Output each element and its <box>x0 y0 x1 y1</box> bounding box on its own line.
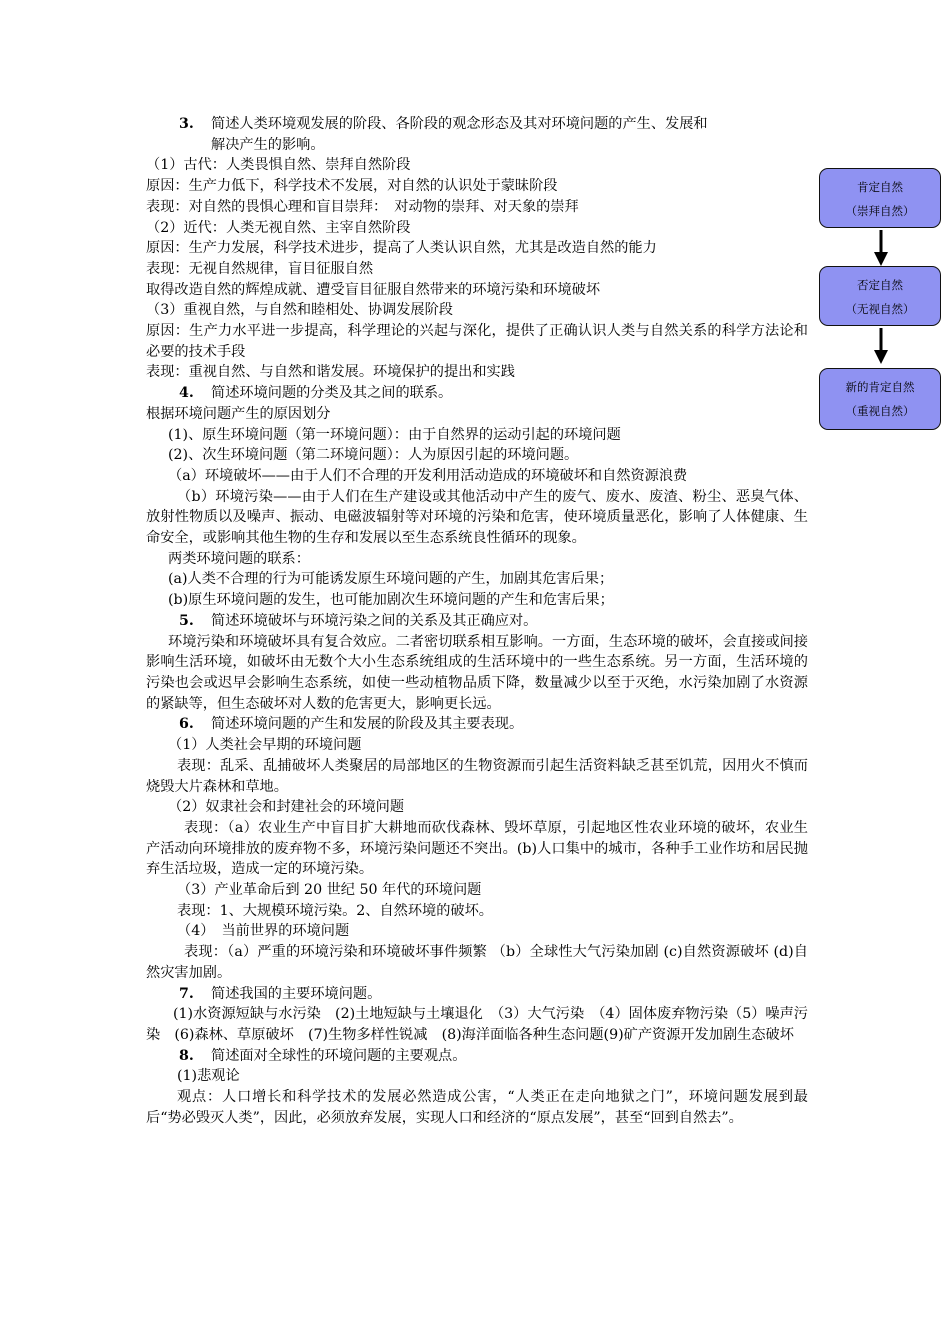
paragraph: 表现：无视自然规律，盲目征服自然 <box>146 260 374 277</box>
paragraph: 表现：1、大规模环境污染。2、自然环境的破坏。 <box>177 902 493 919</box>
paragraph: 原因：生产力水平进一步提高，科学理论的兴起与深化，提供了正确认识人类与自然关系的科学方法论和必要的技术手段 <box>146 323 808 360</box>
paragraph: （2）近代：人类无视自然、主宰自然阶段 <box>146 219 411 236</box>
paragraph: 表现：对自然的畏惧心理和盲目崇拜： 对动物的崇拜、对天象的崇拜 <box>146 198 579 215</box>
paragraph: (1)悲观论 <box>177 1068 240 1085</box>
flowchart-box-subtitle: （重视自然） <box>845 404 915 418</box>
question-continuation: 解决产生的影响。 <box>211 136 325 153</box>
paragraph: （a）环境破坏——由于人们不合理的开发利用活动造成的环境破坏和自然资源浪费 <box>168 467 688 484</box>
paragraph: （3）重视自然，与自然和睦相处、协调发展阶段 <box>146 302 453 319</box>
paragraph: 观点：人口增长和科学技术的发展必然造成公害，“人类正在走向地狱之门”，环境问题发展到最后“势必毁灭人类”，因此，必须放弃发展，实现人口和经济的“原点发展”，甚至“回到自然去”。 <box>146 1089 808 1126</box>
flowchart-box-title: 否定自然 <box>857 278 903 292</box>
paragraph: (a)人类不合理的行为可能诱发原生环境问题的产生，加剧其危害后果； <box>168 571 614 588</box>
paragraph: 原因：生产力低下，科学技术不发展，对自然的认识处于蒙昧阶段 <box>146 178 558 195</box>
flowchart-box-title: 肯定自然 <box>857 180 903 194</box>
paragraph: 取得改造自然的辉煌成就、遭受盲目征服自然带来的环境污染和环境破坏 <box>146 281 601 298</box>
paragraph: 表现：重视自然、与自然和谐发展。环境保护的提出和实践 <box>146 364 515 381</box>
paragraph: （1）人类社会早期的环境问题 <box>168 737 362 754</box>
flowchart-box-subtitle: （崇拜自然） <box>845 204 915 218</box>
question-heading: 4. 简述环境问题的分类及其之间的联系。 <box>179 385 453 402</box>
paragraph: （3）产业革命后到 20 世纪 50 年代的环境问题 <box>177 882 482 899</box>
paragraph: 表现：乱采、乱捕破坏人类聚居的局部地区的生物资源而引起生活资料缺乏甚至饥荒，因用火不慎而烧毁大片森林和草地。 <box>146 757 808 795</box>
paragraph: 环境污染和环境破坏具有复合效应。二者密切联系相互影响。一方面，生态环境的破坏，会直接或间接影响生活环境，如破坏由无数个大小生态系统组成的生活环境中的一些生态系统。另一方面，生活环境的污染也会或迟早会影响生态系统，如使一些动植物品质下降，数量减少以至于灭绝，水污染加剧了水资源的紧缺等，但生态破坏对人数的危害更大，影响更长远。 <box>146 633 808 712</box>
flowchart-box-deny-nature <box>819 266 941 326</box>
flowchart-box-subtitle: （无视自然） <box>845 302 915 316</box>
paragraph: (1)水资源短缺与水污染 (2)土地短缺与土壤退化 （3）大气污染 （4）固体废弃物污染（5）噪声污染 (6)森林、草原破坏 (7)生物多样性锐减 (8)海洋面临各种生态问题(9)矿产资源开发加剧生态破坏 <box>146 1006 808 1043</box>
down-arrow-icon <box>873 328 889 366</box>
document-body <box>146 114 808 1128</box>
flowchart-box-new-affirm-nature <box>819 368 941 430</box>
paragraph: (2)、次生环境问题（第二环境问题）：人为原因引起的环境问题。 <box>168 447 579 464</box>
paragraph: （2）奴隶社会和封建社会的环境问题 <box>168 799 405 816</box>
paragraph: (1)、原生环境问题（第一环境问题）：由于自然界的运动引起的环境问题 <box>168 426 621 443</box>
question-heading: 8. 简述面对全球性的环境问题的主要观点。 <box>179 1047 467 1064</box>
paragraph: （1）古代：人类畏惧自然、崇拜自然阶段 <box>146 157 411 174</box>
paragraph: 两类环境问题的联系： <box>168 550 310 567</box>
paragraph: 表现：（a）农业生产中盲目扩大耕地而砍伐森林、毁坏草原，引起地区性农业环境的破坏，农业生产活动向环境排放的废弃物不多，环境污染问题还不突出。(b)人口集中的城市，各种手工业作坊和居民抛弃生活垃圾，造成一定的环境污染。 <box>146 819 808 878</box>
question-heading: 5. 简述环境破坏与环境污染之间的关系及其正确应对。 <box>179 612 538 629</box>
paragraph: 表现：（a）严重的环境污染和环境破坏事件频繁 （b）全球性大气污染加剧 (c)自然资源破坏 (d)自然灾害加剧。 <box>146 944 808 981</box>
flowchart-box-title: 新的肯定自然 <box>845 380 915 394</box>
paragraph: （4） 当前世界的环境问题 <box>177 923 350 940</box>
flowchart-box-affirm-nature <box>819 168 941 228</box>
question-heading: 6. 简述环境问题的产生和发展的阶段及其主要表现。 <box>179 716 524 733</box>
paragraph: （b）环境污染——由于人们在生产建设或其他活动中产生的废气、废水、废渣、粉尘、恶臭气体、放射性物质以及噪声、振动、电磁波辐射等对环境的污染和危害，使环境质量恶化，影响了人体健康、生命安全，或影响其他生物的生存和发展以至生态系统良性循环的现象。 <box>146 488 808 547</box>
question-heading: 7. 简述我国的主要环境问题。 <box>179 985 382 1002</box>
question-heading: 3. 简述人类环境观发展的阶段、各阶段的观念形态及其对环境问题的产生、发展和 <box>179 116 708 132</box>
down-arrow-icon <box>873 230 889 268</box>
paragraph: 原因：生产力发展，科学技术进步，提高了人类认识自然，尤其是改造自然的能力 <box>146 240 657 257</box>
paragraph: (b)原生环境问题的发生，也可能加剧次生环境问题的产生和危害后果； <box>168 592 614 609</box>
paragraph: 根据环境问题产生的原因划分 <box>146 405 331 422</box>
